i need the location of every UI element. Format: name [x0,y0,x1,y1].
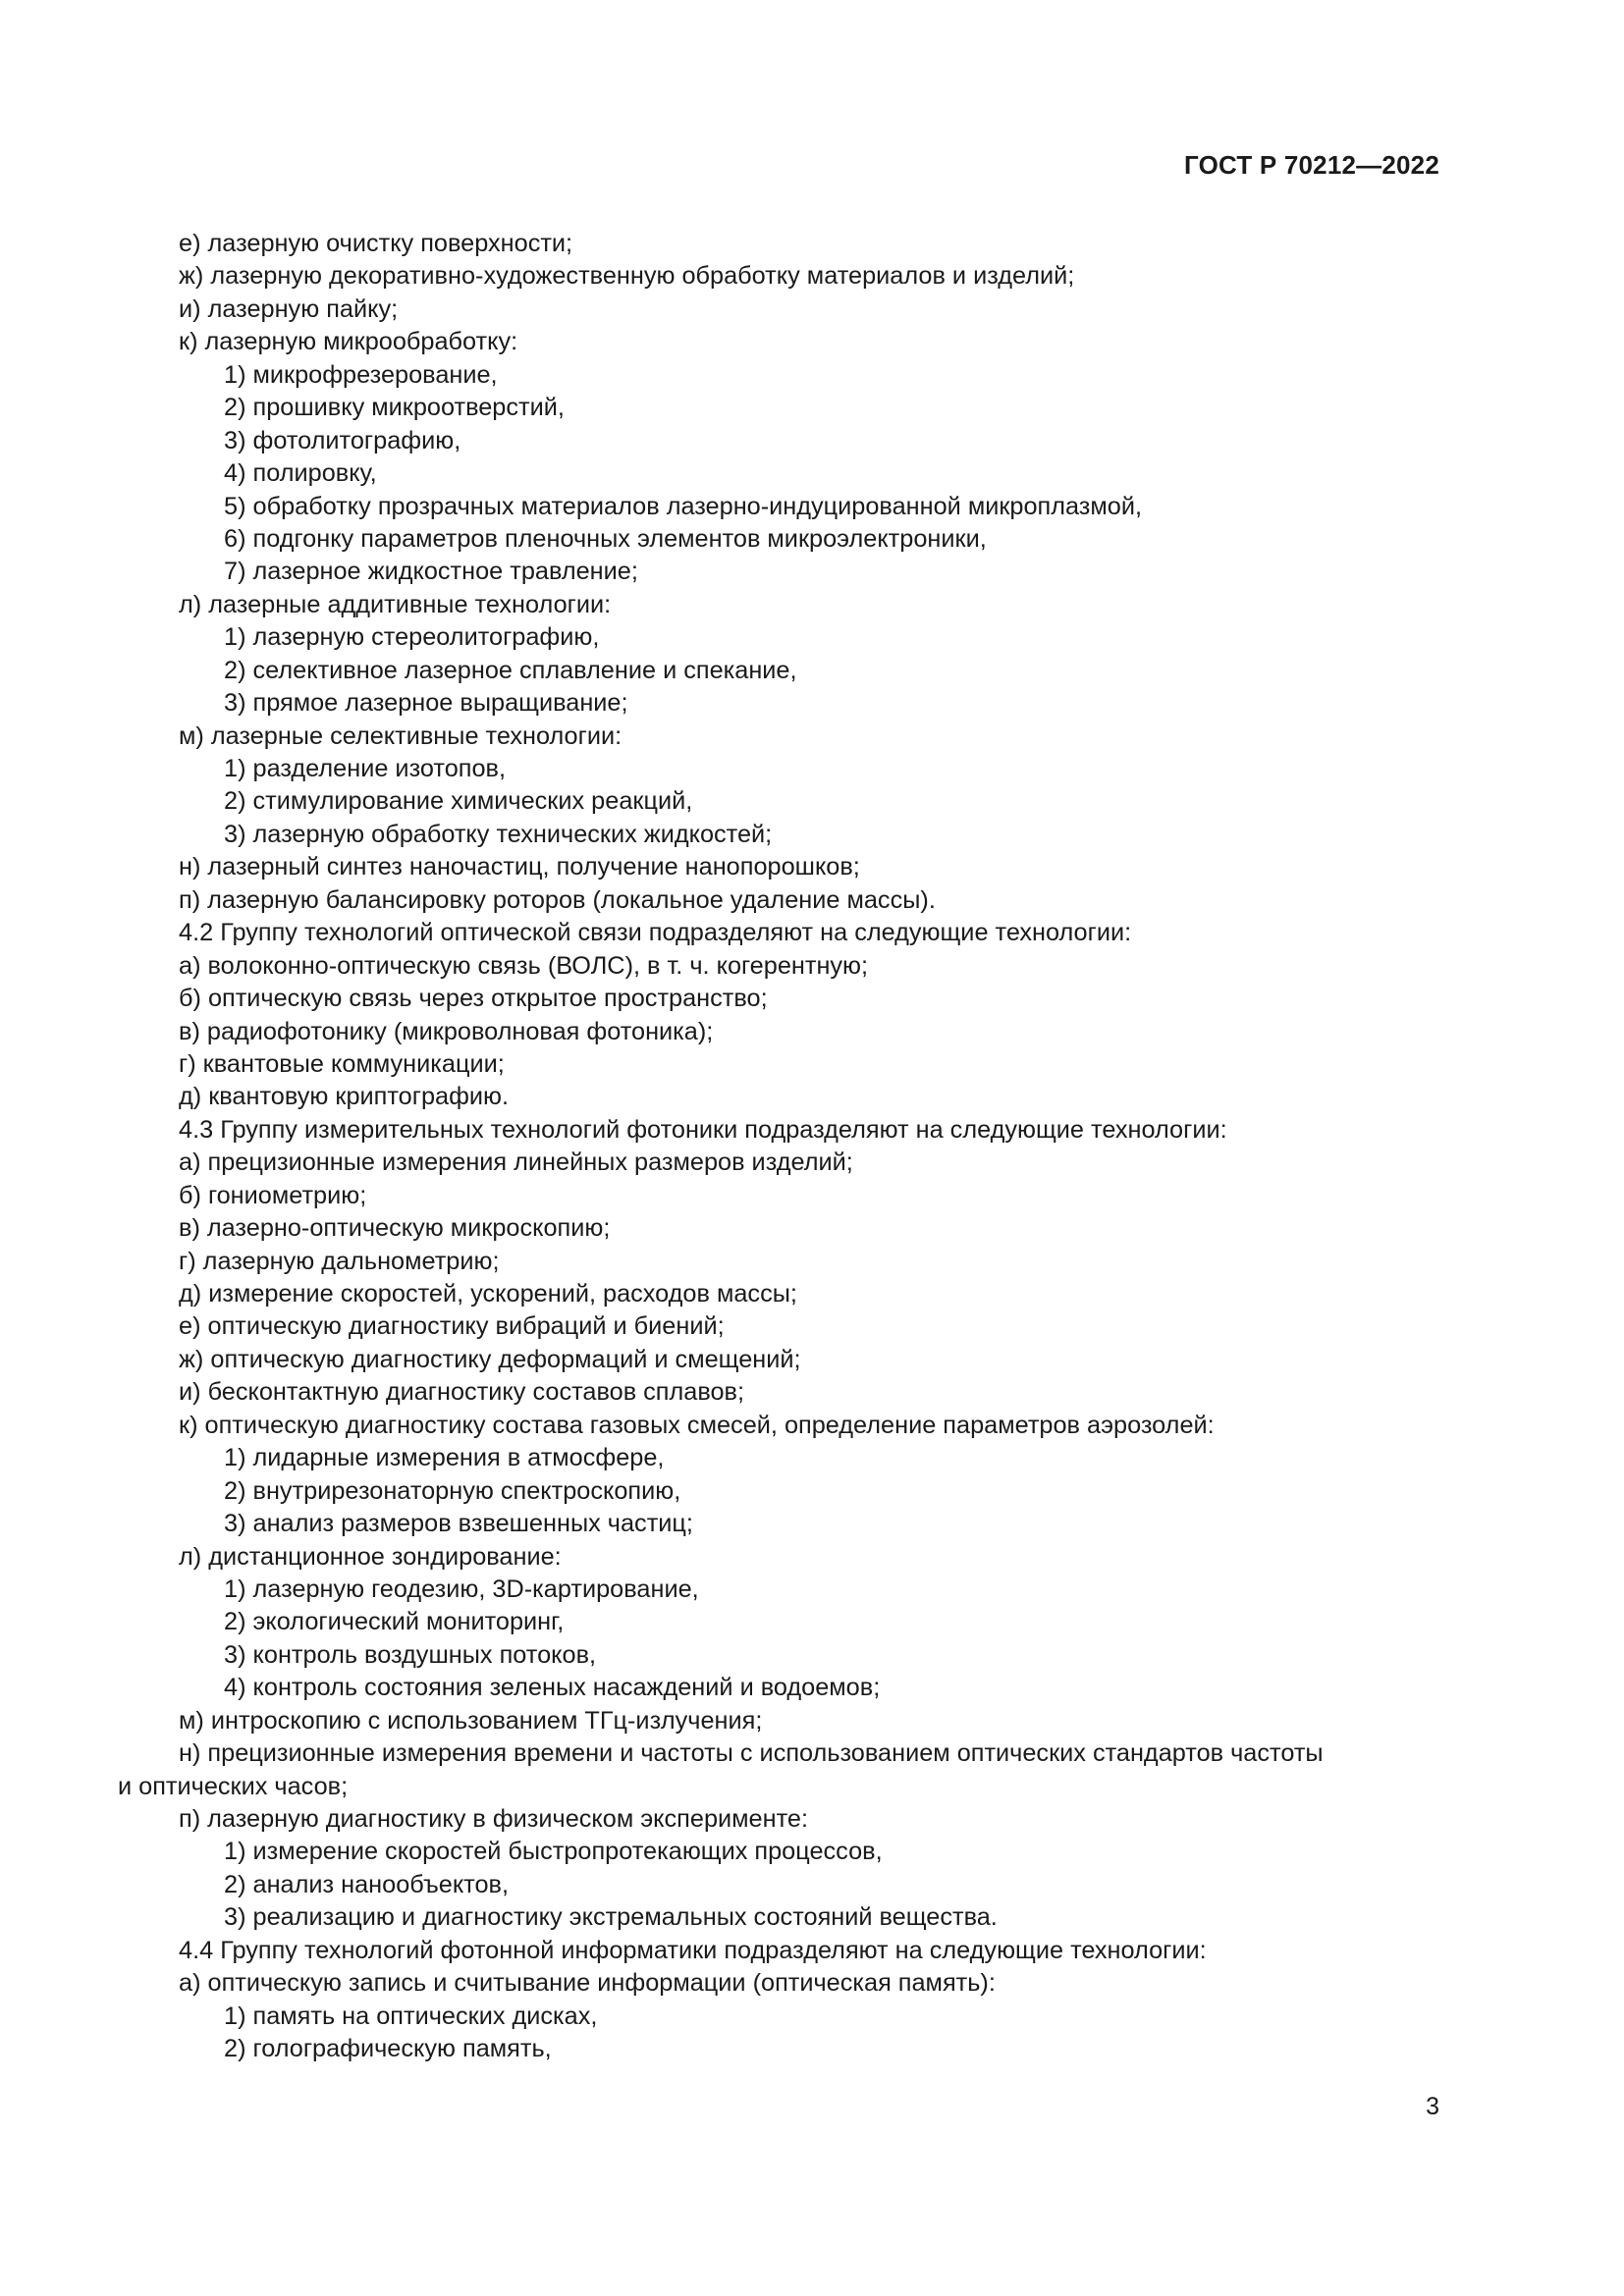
list-item: н) лазерный синтез наночастиц, получение нанопорошков; [179,853,860,881]
sub-list-item: 3) реализацию и диагностику экстремальных состояний вещества. [224,1903,998,1932]
section-paragraph: 4.4 Группу технологий фотонной информатики подразделяют на следующие технологии: [179,1936,1207,1964]
sub-list-item: 3) фотолитографию, [224,426,461,454]
list-item: к) лазерную микрообработку: [179,328,518,356]
sub-list-item: 1) лазерную стереолитографию, [224,623,600,652]
list-item: в) радиофотонику (микроволновая фотоника); [179,1017,714,1045]
list-item: п) лазерную диагностику в физическом эксперименте: [179,1805,808,1833]
sub-list-item: 4) контроль состояния зеленых насаждений и водоемов; [224,1674,881,1702]
list-item-continuation: и оптических часов; [118,1772,349,1800]
sub-list-item: 2) стимулирование химических реакций, [224,787,693,816]
sub-list-item: 2) внутрирезонаторную спектроскопию, [224,1476,681,1505]
list-item: д) измерение скоростей, ускорений, расходов массы; [179,1280,797,1308]
list-item: а) прецизионные измерения линейных размеров изделий; [179,1148,853,1177]
sub-list-item: 1) разделение изотопов, [224,755,506,782]
list-item: ж) лазерную декоративно-художественную обработку материалов и изделий; [179,262,1075,291]
sub-list-item: 7) лазерное жидкостное травление; [224,558,638,586]
list-item: и) бесконтактную диагностику составов сплавов; [179,1378,745,1407]
sub-list-item: 2) голографическую память, [224,2035,552,2063]
list-item: л) дистанционное зондирование: [179,1542,562,1571]
list-item: а) оптическую запись и считывание информации (оптическая память): [179,1969,996,1998]
page-number: 3 [1426,2093,1439,2120]
sub-list-item: 2) прошивку микроотверстий, [224,394,565,422]
sub-list-item: 1) память на оптических дисках, [224,2002,598,2030]
sub-list-item: 3) анализ размеров взвешенных частиц; [224,1510,693,1538]
sub-list-item: 4) полировку, [224,459,377,488]
list-item: н) прецизионные измерения времени и частоты с использованием оптических стандартов частоты [179,1739,1324,1768]
list-item: б) гониометрию; [179,1181,367,1209]
sub-list-item: 3) лазерную обработку технических жидкостей; [224,820,773,848]
sub-list-item: 1) лазерную геодезию, 3D-картирование, [224,1575,699,1603]
list-item: м) интроскопию с использованием ТГц-излучения; [179,1706,763,1735]
list-item: г) квантовые коммуникации; [179,1049,505,1078]
list-item: е) лазерную очистку поверхности; [179,230,573,257]
sub-list-item: 1) измерение скоростей быстропротекающих процессов, [224,1838,883,1866]
sub-list-item: 1) лидарные измерения в атмосфере, [224,1444,665,1472]
list-item: а) волоконно-оптическую связь (ВОЛС), в т. ч. когерентную; [179,951,869,980]
sub-list-item: 6) подгонку параметров пленочных элементов микроэлектроники, [224,524,987,553]
sub-list-item: 2) селективное лазерное сплавление и спекание, [224,656,797,684]
list-item: г) лазерную дальнометрию; [179,1247,500,1275]
list-item: к) оптическую диагностику состава газовых смесей, определение параметров аэрозолей: [179,1411,1215,1439]
sub-list-item: 1) микрофрезерование, [224,360,498,389]
sub-list-item: 5) обработку прозрачных материалов лазерно-индуцированной микроплазмой, [224,492,1143,520]
list-item: е) оптическую диагностику вибраций и биений; [179,1312,725,1341]
list-item: и) лазерную пайку; [179,294,399,323]
section-paragraph: 4.3 Группу измерительных технологий фотоники подразделяют на следующие технологии: [179,1115,1227,1144]
list-item: л) лазерные аддитивные технологии: [179,590,612,618]
page-header: ГОСТ Р 70212—2022 [1184,150,1439,180]
sub-list-item: 3) контроль воздушных потоков, [224,1640,597,1669]
document-body [118,228,1439,2066]
list-item: в) лазерно-оптическую микроскопию; [179,1214,611,1243]
list-item: ж) оптическую диагностику деформаций и смещений; [179,1345,801,1373]
sub-list-item: 2) анализ нанообъектов, [224,1870,510,1898]
list-item: м) лазерные селективные технологии: [179,721,623,750]
list-item: п) лазерную балансировку роторов (локальное удаление массы). [179,885,936,914]
sub-list-item: 2) экологический мониторинг, [224,1608,565,1636]
list-item: б) оптическую связь через открытое пространство; [179,985,768,1013]
sub-list-item: 3) прямое лазерное выращивание; [224,689,628,718]
list-item: д) квантовую криптографию. [179,1083,510,1111]
section-paragraph: 4.2 Группу технологий оптической связи подразделяют на следующие технологии: [179,919,1132,947]
